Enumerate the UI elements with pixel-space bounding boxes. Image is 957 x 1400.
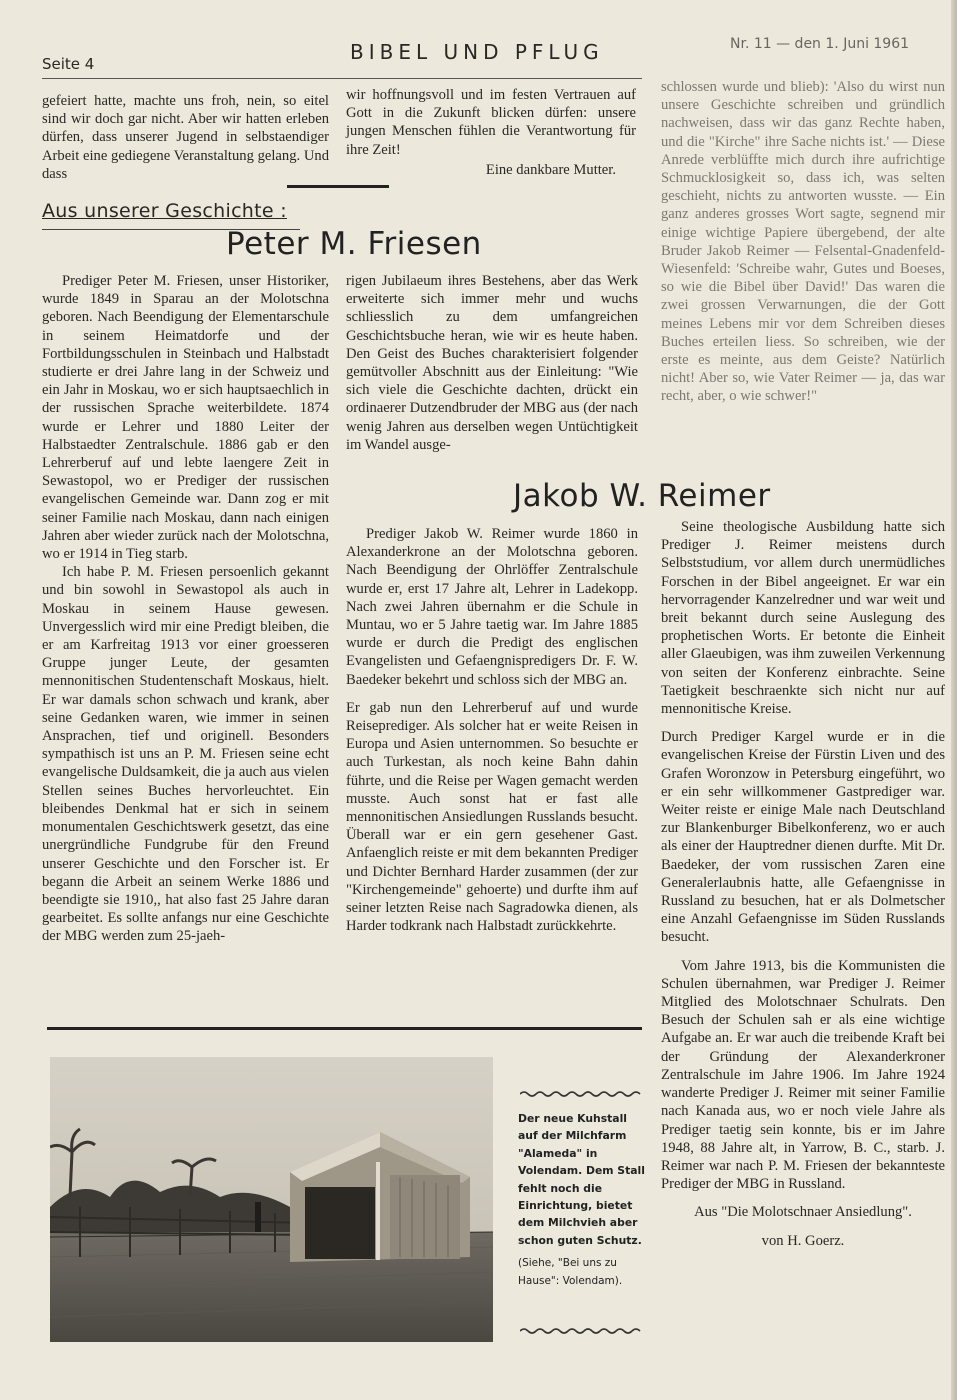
reimer-author: von H. Goerz. (761, 1232, 845, 1249)
reimer-paragraph: Er gab nun den Lehrerberuf auf und wurde Reiseprediger. Als solcher hat er weite Reisen in Europa und Asien unternommen. So besuchte er auch Turkestan, als noch keine Bahn dahin führte, und die Reise per Wagen gemacht werden musste. Auch sonst hat er fast alle mennonitischen Ansiedlungen Russlands besucht. Überall war er ein gern gesehener Gast. Anfaenglich reiste er mit dem bekannten Prediger und Dichter Bernhard Harder zusammen (der zur "Kirchengemeinde" gehoerte) und durfte ihm auf seiner letzten Reise nach Sagradowka dienen, als Harder todkrank nach Halbstadt zurückkehrte. (346, 699, 638, 935)
reimer-paragraph: Durch Prediger Kargel wurde er in die evangelischen Kreise der Fürstin Liven und des Grafen Woronzow in Petersburg eingeführt, wo er ein sehr willkommener Gastprediger war. Weiter reiste er einige Male nach Deutschland zur Blankenburger Bibelkonferenz, wo er auch als einer der Hauptredner dienen durfte. Mit Dr. Baedeker, der vom russischen Zaren eine Generalerlaubnis hatte, alle Gefaengnisse in Russland zu besuchen, hat er als Dolmetscher eine Anzahl Gefaengnisse im Süden Russlands besucht. (661, 729, 945, 946)
friesen-col-2-text: rigen Jubilaeum ihres Bestehens, aber das Werk erweiterte sich immer mehr und wuchs schliesslich zu dem umfangreichen Geschichtsbuche heran, wie wir es heute haben. Den Geist des Buches charakterisiert folgender gemütvoller Abschnitt aus der Einleitung: "Wie sich viele die Geschichte dachten, drückt ein ordinaerer Dutzendbruder der MBG aus (der nach wenig Jahren aus derselben wegen Untüchtigkeit im Wandel ausge- (346, 273, 638, 453)
reimer-source: Aus "Die Molotschnaer Ansiedlung". (694, 1204, 912, 1221)
barn-photo-image (50, 1057, 493, 1342)
photo-caption-title: Der neue Kuhstall auf der Milchfarm "Alameda" in Volendam. Dem Stall fehlt noch die Einrichtung, bietet dem Milchvieh aber schon guten Schutz. (518, 1112, 645, 1247)
friesen-paragraph: Prediger Peter M. Friesen, unser Historiker, wurde 1849 in Sparau an der Molotschna geboren. Nach Beendigung der Elementarschule in seinem Heimatdorfe und der Fortbildungsschulen in Steinbach und Halbstadt studierte er drei Jahre lang in der Schweiz und ein Jahr in Moskau, wo er sich hauptsaechlich in der russischen Sprache weiterbildete. 1874 wurde er Lehrer und 1880 Leiter der Halbstaedter Zentralschule. 1886 gab er den Lehrerberuf auf und lebte laengere Zeit in Sewastopol, wo er Prediger der russischen evangelischen Gemeinde war. Dann zog er mit seiner Familie nach Moskau, dann nach einigen Jahren aber wieder zurück nach der Molotschna, wo er 1914 in Tieg starb. (42, 273, 329, 563)
barn-photo (50, 1057, 493, 1342)
friesen-col-1 (42, 272, 329, 946)
friesen-paragraph: Ich habe P. M. Friesen persoenlich gekannt und bin sowohl in Sewastopol als auch in Moskau in seinem Hause gewesen. Unvergesslich wird mir eine Predigt bleiben, die er am Karfreitag 1913 vor einer groesseren Gruppe junger Leute, der gesamten mennonitischen Studentenschaft Moskaus, hielt. Er war damals schon schwach und krank, aber seine Gedanken waren, wie immer in seinen Ansprachen, tief und originell. Besonders sympathisch ist uns an P. M. Friesen seine echt evangelische Duldsamkeit, die ja auch aus vielen Stellen seines Buches hervorleuchtet. Ein bleibendes Denkmal hat er sich in seinem monumentalen Geschichtswerk gesetzt, das eine unergründliche Fundgrube für den Freund unserer Geschichte und den Forscher ist. Er begann die Arbeit an seinem Werke 1886 und beendigte sie 1910,, hat also fast 25 Jahre daran gearbeitet. Es sollte anfangs nur eine Geschichte der MBG werden zum 25-jaeh- (42, 564, 329, 945)
friesen-col-2 (346, 272, 638, 454)
photo-separator (47, 1027, 642, 1030)
photo-caption-note: (Siehe, "Bei uns zu Hause": Volendam). (518, 1257, 623, 1287)
reimer-paragraph: Vom Jahre 1913, bis die Kommunisten die Schulen übernahmen, war Prediger J. Reimer Mitglied des Molotschnaer Schulrats. Den Besuch der Schulen sah er als eine wichtige Aufgabe an. Er war auch die treibende Kraft bei der Gründung der Alexanderkroner Zentralschule im Jahre 1906. Im Jahre 1924 wanderte Prediger J. Reimer mit seiner Familie nach Kanada aus, wo er noch viele Jahre als Prediger taetig sein konnte, bis er im Jahre 1948, 88 Jahre alt, in Yarrow, B. C., starb. J. Reimer war nach P. M. Friesen der bekannteste Prediger der MBG in Russland. (661, 957, 945, 1193)
top-col-1 (42, 92, 329, 183)
top-col-2 (346, 86, 636, 179)
friesen-col-3 (661, 78, 945, 406)
friesen-col-3-text: schlossen wurde und blieb): 'Also du wirst nun unsere Geschichte schreiben und gründlich nachweisen, dass wir das ganz Rechte haben, und die "Kirche" ihre Sache nichts ist.' — Diese Anrede verblüffte mich durch ihre aufrichtige Schmucklosigkeit so, dass ich, was selten geschieht, nichts zu antworten wusste. — Ein ganz anderes grosses Wort sagte, segnend mir einige wichtige Papiere übergebend, der alte Bruder Jakob Reimer — Felsental-Gnadenfeld-Wiesenfeld: 'Schreibe wahr, Gutes und Boeses, so wie die Bibel über David!' Das waren die zwei grossen Verwarnungen, die der Gott meines Lebens mir vor dem Schreiben dieses Buches erteilen liess. So schreiben, wie der erste es meinte, aus dem Geiste? Natürlich nicht! Aber so, wie Vater Reimer — ja, das war recht, aber, o wie schwer!" (661, 79, 945, 405)
reimer-col-2 (346, 525, 638, 935)
reimer-paragraph: Seine theologische Ausbildung hatte sich Prediger J. Reimer meistens durch Selbststudium, vor allem durch unermüdliches Forschen in der Bibel angeeignet. Er war ein hervorragender Kanzelredner und war weit und breit bekannt durch seine Auslegung des prophetischen Worts. Er betonte die Einheit aller Glaeubigen, was ihm zuweilen Verkennung von seiten der Konferenz einbrachte. Seine Taetigkeit beschraenkte sich nicht nur auf mennonitische Kreise. (661, 519, 945, 718)
friesen-title: Peter M. Friesen (226, 226, 482, 262)
header-rule (42, 78, 642, 79)
top-col-2-text: wir hoffnungsvoll und im festen Vertrauen auf Gott in die Zukunft blicken dürfen: unsere jungen Menschen fühlen die Verantwortung für ihre Zeit! (346, 87, 636, 158)
issue-date: Nr. 11 — den 1. Juni 1961 (730, 36, 910, 52)
reimer-paragraph: Prediger Jakob W. Reimer wurde 1860 in Alexanderkrone an der Molotschna geboren. Nach Beendigung der Ohrlöffer Zentralschule wurde er, erst 17 Jahre alt, Lehrer in Ladekopp. Nach zwei Jahren übernahm er die Schule in Muntau, wo er 5 Jahre taetig war. Im Jahre 1885 wurde er durch die Predigt des englischen Evangelisten und Gefaengnispredigers Dr. F. W. Baedeker bekehrt und schloss sich der MBG an. (346, 526, 638, 688)
article-separator (287, 185, 389, 188)
caption-bottom-ornament (520, 1327, 644, 1335)
reimer-col-3 (661, 518, 945, 1250)
page-number: Seite 4 (42, 55, 95, 73)
page-binding-edge (951, 0, 957, 1400)
top-col-1-text: gefeiert hatte, machte uns froh, nein, so eitel sind wir doch gar nicht. Aber wir hatten erleben dürfen, dass unserer Jugend in selbstaendiger Arbeit eine gediegene Veranstaltung gelang. Und dass (42, 93, 329, 182)
section-title: Aus unserer Geschichte : (42, 200, 287, 222)
reimer-title: Jakob W. Reimer (513, 478, 771, 514)
photo-caption (518, 1110, 646, 1290)
caption-top-ornament (520, 1090, 644, 1098)
top-col-2-signature: Eine dankbare Mutter. (485, 161, 616, 178)
journal-title: BIBEL UND PFLUG (350, 40, 604, 64)
